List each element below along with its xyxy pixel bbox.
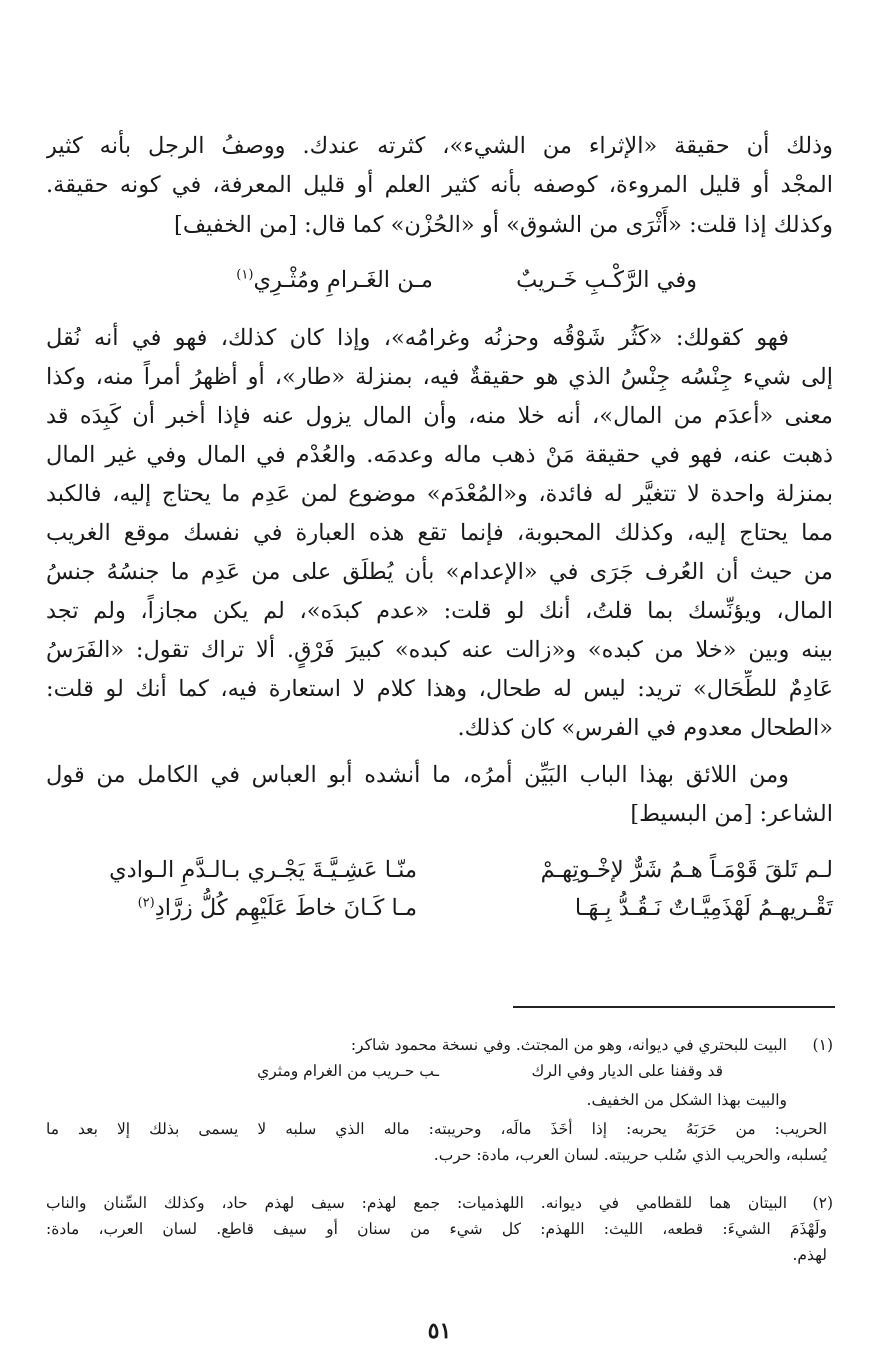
text-line: فهو كقولك: «كَثُر شَوْقُه وحزنُه وغرامُه»، وإذا كان كذلك، فهو في أنه نُقل	[46, 325, 789, 351]
verse-text: مـن الغَـرامِ ومُثْـرِي	[253, 267, 433, 293]
footnote-separator	[513, 1006, 835, 1008]
text-line: وكذلك إذا قلت: «أَثْرَى من الشوق» أو «الحُزْن» كما قال: [من الخفيف]	[174, 212, 833, 238]
text-line: «الطحال معدوم في الفرس» كان كذلك.	[457, 715, 833, 741]
footnote-line: ولَهْذَمَ الشيءَ: قطعه، الليث: اللهذم: كل شيء من سنان أو سيف قاطع. لسان العرب، مادة:	[46, 1220, 827, 1238]
footnote-marker: (٢)	[137, 895, 155, 911]
text-line: المال، ويؤنِّسك بما قلتُ، أنك لو قلت: «عدم كبدَه»، لم يكن مجازاً، ولم تجد	[46, 598, 833, 624]
verse-hemistich-second	[109, 851, 417, 889]
text-line: الشاعر: [من البسيط]	[630, 801, 833, 827]
text-line: ذهبت عنه، فهو في حقيقة مَنْ ذهب ماله وعدمَه. والعُدْم في المال وفي غير المال	[46, 442, 833, 468]
footnote-line: الحريب: من حَرَبَهُ يحربه: إذا أخَذَ مالَه، وحريبته: ماله الذي سلبه لا يسمى بذلك إلا بعد ما	[46, 1120, 827, 1138]
verse-hemistich-first	[575, 889, 833, 927]
verse-hemistich-second	[236, 261, 433, 299]
verse-hemistich-first	[516, 261, 697, 299]
text-line: بمنزلة واحدة لا تتغيَّر له فائدة، و«المُعْدَم» موضوع لمن عَدِم ما يحتاج إليه، فالكبد	[46, 481, 833, 507]
text-line: مما يحتاج إليه، وكذلك المحبوبة، فإنما تقع هذه العبارة في نفسك موقع الغريب	[46, 520, 833, 546]
verse-text: منّـا عَشِـيَّـةَ يَجْـري بـالـدَّمِ الـوادي	[109, 857, 417, 883]
verse-hemistich-second	[138, 889, 417, 927]
footnote-line: البيتان هما للقطامي في ديوانه. اللهذميات: جمع لهذم: سيف لهذم حاد، وكذلك السِّنان والناب	[46, 1194, 787, 1212]
footnote-number: (١)	[812, 1036, 833, 1054]
footnote-line: لهذم.	[792, 1246, 827, 1264]
text-line: معنى «أعدَم من المال»، أنه خلا منه، وأن المال يزول عنه فإذا أخبر أن كَبِدَه قد	[46, 403, 833, 429]
footnote-verse-second: ـب حـريب من الغرام ومثري	[257, 1062, 439, 1080]
footnote-line: والبيت بهذا الشكل من الخفيف.	[586, 1091, 787, 1109]
footnote-line: البيت للبحتري في ديوانه، وهو من المجتث. وفي نسخة محمود شاكر:	[350, 1036, 787, 1054]
footnote-verse-first: قد وقفنا على الديار وفي الرك	[531, 1062, 723, 1080]
text-line: وذلك أن حقيقة «الإثراء من الشيء»، كثرته عندك. ووصفُ الرجل بأنه كثير	[46, 133, 833, 159]
text-line: المجْد أو قليل المروءة، كوصفه بأنه كثير العلم أو قليل المعرفة، في كونه حقيقة.	[46, 172, 833, 198]
text-line: من حيث أن العُرف جَرَى في «الإعدام» بأن يُطلَق على من عَدِم ما جنسُهُ جنسُ	[46, 559, 833, 585]
page-number: ٥١	[427, 1318, 452, 1344]
text-line: إلى شيء جِنْسُه جِنْسُ الذي هو حقيقةٌ فيه، بمنزلة «طار»، أو أظهرُ أمراً منه، وكذا	[46, 364, 833, 390]
text-line: عَادِمٌ للطِّحَال» تريد: ليس له طحال، وهذا كلام لا استعارة فيه، كما أنك لو قلت:	[46, 676, 833, 702]
verse-hemistich-first	[541, 851, 833, 889]
verse-text: لـم تَلقَ قَوْمَـاً هـمُ شَرٌّ لإخْـوتِهـمْ	[540, 857, 833, 883]
footnote-line: يُسلبه، والحريب الذي سُلب حريبته. لسان العرب، مادة: حرب.	[433, 1146, 827, 1164]
text-line: بينه وبين «خلا من كبده» و«زالت عنه كبده» كبيرَ فَرْقٍ. ألا تراك تقول: «الفَرَسُ	[46, 637, 833, 663]
footnote-marker: (١)	[236, 267, 254, 283]
footnote-number: (٢)	[812, 1194, 833, 1212]
verse-text: وفي الرَّكْـبِ خَـريبٌ	[516, 267, 697, 293]
text-line: ومن اللائق بهذا الباب البَيِّن أمرُه، ما أنشده أبو العباس في الكامل من قول	[46, 762, 789, 788]
verse-text: تَقْـريهـمُ لَهْذَمِيَّـاتٌ نَـقُـدُّ بِـهَـا	[574, 895, 833, 921]
verse-text: مـا كَـانَ خاطَ عَلَيْهِم كُلُّ زرَّادِ	[154, 895, 417, 921]
